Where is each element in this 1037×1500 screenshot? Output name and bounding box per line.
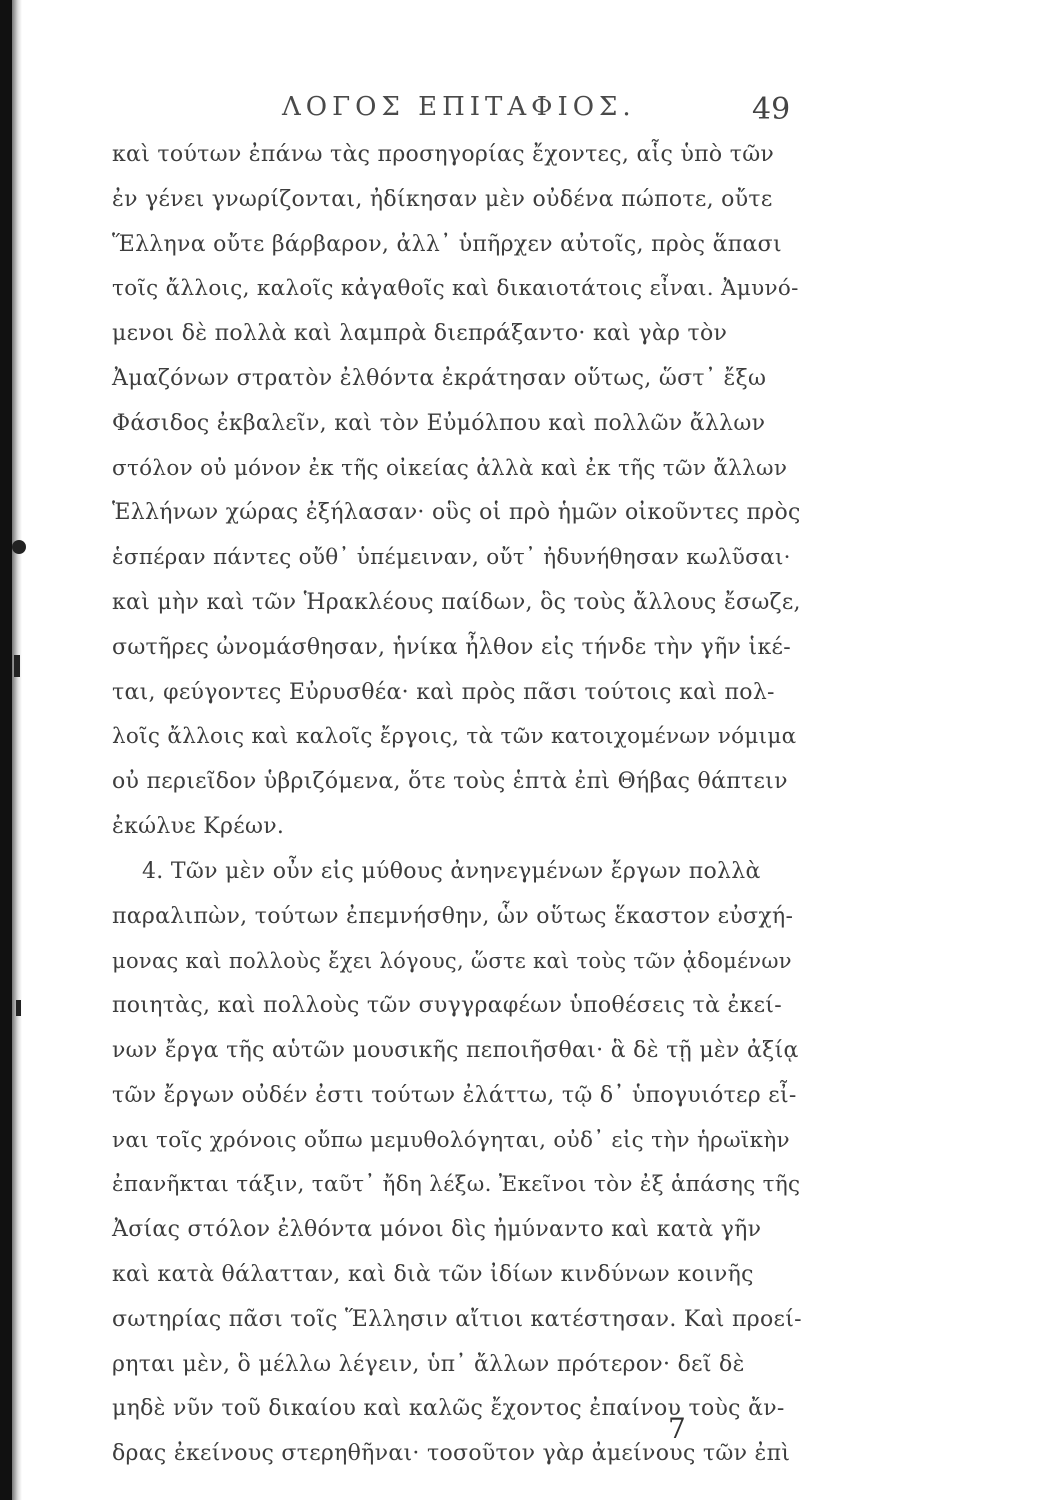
text-line: ποιητὰς, καὶ πολλοὺς τῶν συγγραφέων ὑποθέσεις τὰ ἐκεί- (112, 993, 782, 1019)
text-line: σωτῆρες ὠνομάσθησαν, ἡνίκα ἦλθον εἰς τήνδε τὴν γῆν ἱκέ- (112, 634, 791, 660)
text-line: ἐκώλυε Κρέων. (112, 813, 285, 839)
text-line: λοῖς ἄλλοις καὶ καλοῖς ἔργοις, τὰ τῶν κατοιχομένων νόμιμα (112, 724, 797, 750)
margin-mark (16, 1000, 21, 1016)
text-line: μενοι δὲ πολλὰ καὶ λαμπρὰ διεπράξαντο· καὶ γὰρ τὸν (112, 321, 728, 347)
scan-spine-edge (0, 0, 12, 1500)
text-line: μονας καὶ πολλοὺς ἔχει λόγους, ὥστε καὶ τοὺς τῶν ᾀδομένων (112, 949, 792, 974)
text-line: ναι τοῖς χρόνοις οὔπω μεμυθολόγηται, οὐδ᾽ εἰς τὴν ἡρωϊκὴν (112, 1127, 790, 1153)
text-line: παραλιπὼν, τούτων ἐπεμνήσθην, ὧν οὕτως ἕκαστον εὐσχή- (112, 903, 794, 929)
text-line: μηδὲ νῦν τοῦ δικαίου καὶ καλῶς ἔχοντος ἐπαίνου τοὺς ἄν- (112, 1396, 785, 1422)
text-line: ἐπανῆκται τάξιν, ταῦτ᾽ ἤδη λέξω. Ἐκεῖνοι τὸν ἐξ ἁπάσης τῆς (112, 1172, 801, 1198)
running-head: ΛΟΓΟΣ ΕΠΙΤΑΦΙΟΣ. (282, 92, 636, 122)
text-line: ἐν γένει γνωρίζονται, ἠδίκησαν μὲν οὐδένα πώποτε, οὔτε (112, 186, 773, 212)
page-number: 49 (752, 92, 791, 127)
text-line: δρας ἐκείνους στερηθῆναι· τοσοῦτον γὰρ ἀμείνους τῶν ἐπὶ (112, 1441, 791, 1467)
scan-spine-shadow (12, 0, 22, 1500)
text-line: ρηται μὲν, ὃ μέλλω λέγειν, ὑπ᾽ ἄλλων πρότερον· δεῖ δὲ (112, 1351, 745, 1377)
text-line: οὐ περιεῖδον ὑβριζόμενα, ὅτε τοὺς ἑπτὰ ἐπὶ Θήβας θάπτειν (112, 769, 788, 795)
text-line: Ἀσίας στόλον ἐλθόντα μόνοι δὶς ἠμύναντο καὶ κατὰ γῆν (112, 1217, 762, 1243)
text-line: καὶ μὴν καὶ τῶν Ἡρακλέους παίδων, ὃς τοὺς ἄλλους ἔσωζε, (112, 589, 801, 615)
text-line: καὶ τούτων ἐπάνω τὰς προσηγορίας ἔχοντες, αἷς ὑπὸ τῶν (112, 142, 775, 167)
section-start-line: 4. Τῶν μὲν οὖν εἰς μύθους ἀνηνεγμένων ἔργων πολλὰ (142, 858, 761, 884)
text-line: Ἕλληνα οὔτε βάρβαρον, ἀλλ᾽ ὑπῆρχεν αὐτοῖς, πρὸς ἅπασι (112, 231, 782, 257)
text-line: σωτηρίας πᾶσι τοῖς Ἕλλησιν αἴτιοι κατέστησαν. Καὶ προεί- (112, 1306, 802, 1332)
text-line: στόλον οὐ μόνον ἐκ τῆς οἰκείας ἀλλὰ καὶ ἐκ τῆς τῶν ἄλλων (112, 455, 788, 481)
text-line: ται, φεύγοντες Εὐρυσθέα· καὶ πρὸς πᾶσι τούτοις καὶ πολ- (112, 679, 775, 705)
signature-mark: 7 (668, 1412, 686, 1445)
text-line: Ἀμαζόνων στρατὸν ἐλθόντα ἐκράτησαν οὕτως, ὥστ᾽ ἔξω (112, 365, 767, 391)
text-line: Φάσιδος ἐκβαλεῖν, καὶ τὸν Εὐμόλπου καὶ πολλῶν ἄλλων (112, 410, 766, 436)
text-line: νων ἔργα τῆς αὑτῶν μουσικῆς πεποιῆσθαι· ἃ δὲ τῇ μὲν ἀξίᾳ (112, 1037, 799, 1063)
text-line: Ἑλλήνων χώρας ἐξήλασαν· οὓς οἱ πρὸ ἡμῶν οἰκοῦντες πρὸς (112, 500, 801, 526)
body-text (112, 133, 802, 1477)
text-line: ἑσπέραν πάντες οὔθ᾽ ὑπέμειναν, οὔτ᾽ ἠδυνήθησαν κωλῦσαι· (112, 545, 791, 571)
margin-mark (14, 655, 20, 677)
text-line: τοῖς ἄλλοις, καλοῖς κἀγαθοῖς καὶ δικαιοτάτοις εἶναι. Ἀμυνό- (112, 276, 799, 302)
text-line: τῶν ἔργων οὐδέν ἐστι τούτων ἐλάττω, τῷ δ᾽ ὑπογυιότερ εἶ- (112, 1082, 797, 1108)
text-line: καὶ κατὰ θάλατταν, καὶ διὰ τῶν ἰδίων κινδύνων κοινῆς (112, 1261, 754, 1287)
margin-mark (12, 540, 26, 554)
